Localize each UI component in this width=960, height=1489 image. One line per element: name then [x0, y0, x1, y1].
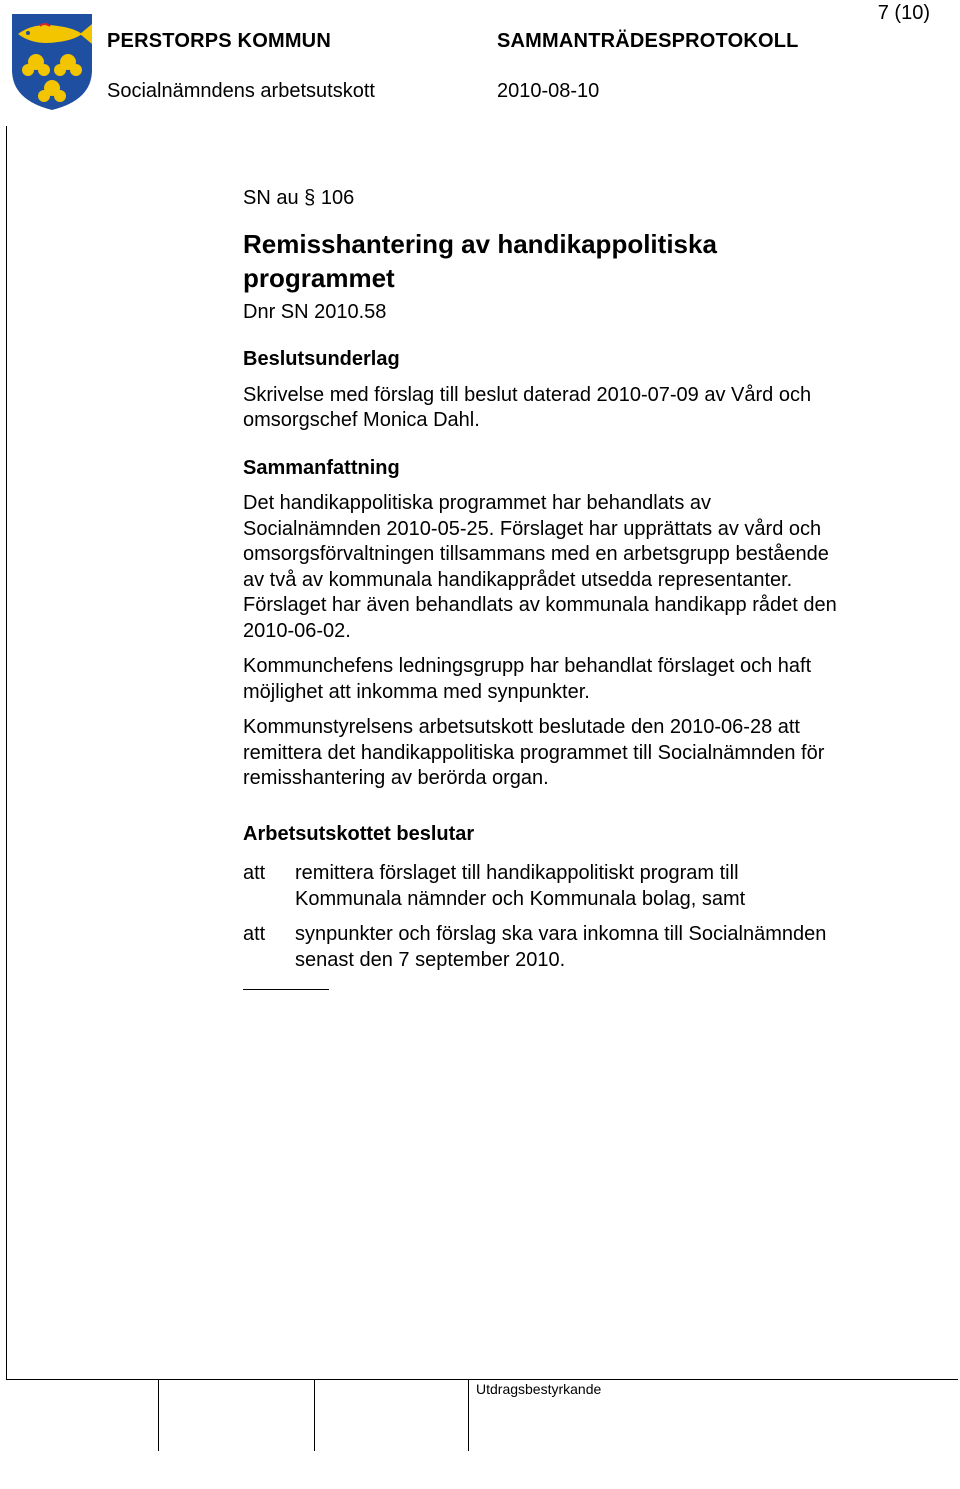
decision-marker: att — [243, 923, 266, 945]
signature-box-divider — [158, 1379, 159, 1451]
decision-list — [243, 861, 843, 973]
summary-heading: Sammanfattning — [243, 456, 400, 479]
signature-box-divider — [314, 1379, 315, 1451]
basis-text: Skrivelse med förslag till beslut daterad 2010-07-09 av Vård och omsorgschef Monica Dahl. — [243, 383, 812, 431]
summary-paragraph: Kommunstyrelsens arbetsutskott beslutade den 2010-06-28 att remittera det handikappolitiska programmet till Socialnämnden för remisshantering av berörda organ. — [243, 716, 825, 789]
signature-box-divider — [468, 1379, 469, 1451]
certification-label: Utdragsbestyrkande — [476, 1381, 602, 1397]
left-margin-rule — [6, 126, 7, 1380]
summary-paragraph: Kommunchefens ledningsgrupp har behandlat förslaget och haft möjlighet att inkomma med synpunkter. — [243, 655, 812, 703]
decision-text: synpunkter och förslag ska vara inkomna till Socialnämnden senast den 7 september 2010. — [295, 923, 827, 971]
decision-heading: Arbetsutskottet beslutar — [243, 822, 475, 845]
decision-item — [243, 922, 843, 973]
decision-text: remittera förslaget till handikappolitiskt program till Kommunala nämnder och Kommunala bolag, samt — [295, 862, 746, 910]
decision-marker: att — [243, 862, 266, 884]
page-number: 7 (10) — [877, 2, 930, 24]
footer-rule — [6, 1379, 958, 1380]
case-reference: SN au § 106 — [243, 187, 355, 209]
case-title: Remisshantering av handikappolitiska programmet — [243, 228, 717, 293]
document-type: SAMMANTRÄDESPROTOKOLL — [497, 30, 799, 52]
municipal-coat-of-arms-icon — [10, 12, 94, 112]
protocol-section — [243, 186, 843, 983]
case-dnr: Dnr SN 2010.58 — [243, 300, 387, 323]
summary-paragraph: Det handikappolitiska programmet har behandlats av Socialnämnden 2010-05-25. Förslaget har upprättats av vård och omsorgsförvaltningen tillsammans med en arbetsgrupp bestående av två av kommunala handikapprådet utsedda representanter. Förslaget har även behandlats av kommunala handikapp rådet den 2010-06-02. — [243, 492, 837, 642]
end-of-section-rule — [243, 989, 329, 990]
organization-name: PERSTORPS KOMMUN — [107, 30, 331, 52]
basis-heading: Beslutsunderlag — [243, 348, 400, 370]
committee-name: Socialnämndens arbetsutskott — [107, 80, 375, 102]
decision-item — [243, 861, 843, 912]
meeting-date: 2010-08-10 — [497, 80, 600, 102]
